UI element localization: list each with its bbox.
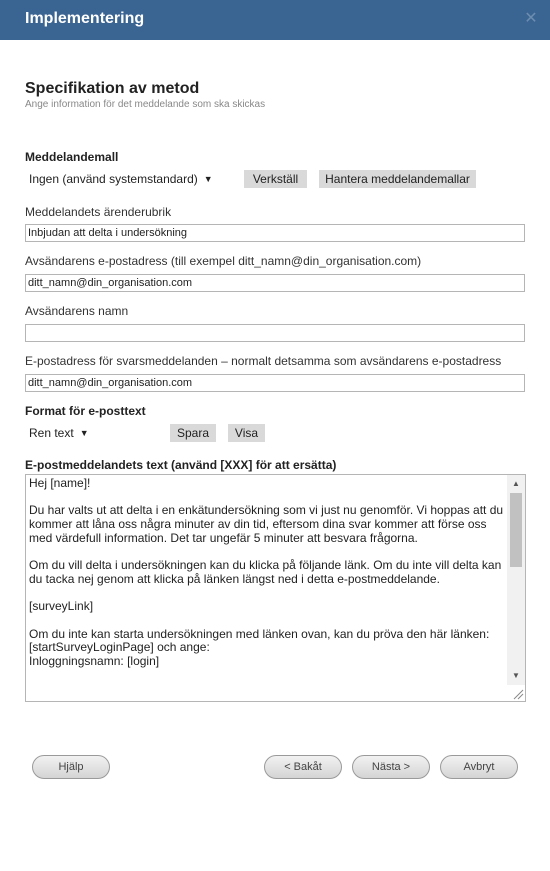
next-button[interactable]: Nästa > [352, 755, 430, 779]
body-line: Om du inte kan starta undersökningen med länken ovan, kan du pröva den här länken: [startSurveyLoginPage] och ange: [29, 626, 490, 655]
body-line: Hej [name]! [29, 476, 91, 490]
chevron-down-icon: ▼ [203, 174, 213, 184]
body-line: Du har valts ut att delta i en enkätundersökning som vi just nu genomför. Vi hoppas att du kommer att låna oss några minuter av din tid, eftersom dina svar kommer att förse oss med värdefull information. Det tar ungefär 5 minuter att besvara frågorna. [29, 503, 504, 545]
body-text [29, 477, 507, 669]
template-label: Meddelandemall [25, 150, 119, 164]
reply-email-label: E-postadress för svarsmeddelanden – normalt detsamma som avsändarens e-postadress [25, 354, 502, 368]
scrollbar-thumb[interactable] [510, 493, 522, 567]
save-format-button[interactable]: Spara [170, 424, 216, 442]
body-line: Inloggningsnamn: [login] [29, 654, 160, 669]
show-format-button[interactable]: Visa [228, 424, 265, 442]
body-line: [surveyLink] [29, 599, 94, 614]
format-select[interactable] [25, 424, 98, 442]
scroll-up-icon[interactable]: ▲ [512, 479, 520, 488]
body-scrollbar[interactable] [507, 475, 525, 685]
resize-handle-icon[interactable] [510, 686, 524, 700]
manage-templates-button[interactable]: Hantera meddelandemallar [319, 170, 476, 188]
sender-name-input[interactable] [25, 324, 525, 342]
format-label: Format för e-posttext [25, 404, 146, 418]
section-title: Specifikation av metod [25, 80, 200, 97]
back-button[interactable]: < Bakåt [264, 755, 342, 779]
sender-email-input[interactable]: ditt_namn@din_organisation.com [25, 274, 525, 292]
format-select-value: Ren text [29, 426, 74, 440]
sender-name-label: Avsändarens namn [25, 304, 129, 318]
help-button[interactable]: Hjälp [32, 755, 110, 779]
template-select-value: Ingen (använd systemstandard) [29, 172, 198, 186]
cancel-button[interactable]: Avbryt [440, 755, 518, 779]
body-textarea[interactable] [25, 474, 526, 702]
window-title: Implementering [25, 10, 145, 27]
body-label: E-postmeddelandets text (använd [XXX] för att ersätta) [25, 458, 337, 472]
apply-template-button[interactable]: Verkställ [244, 170, 307, 188]
subject-input[interactable]: Inbjudan att delta i undersökning [25, 224, 525, 242]
subject-label: Meddelandets ärenderubrik [25, 205, 172, 219]
sender-email-label: Avsändarens e-postadress (till exempel ditt_namn@din_organisation.com) [25, 254, 422, 268]
reply-email-input[interactable]: ditt_namn@din_organisation.com [25, 374, 525, 392]
section-subtitle: Ange information för det meddelande som ska skickas [25, 99, 266, 110]
close-icon[interactable]: ✕ [524, 10, 538, 27]
chevron-down-icon: ▼ [79, 428, 89, 438]
body-line: Om du vill delta i undersökningen kan du klicka på följande länk. Om du inte vill delta kan du tacka nej genom att klicka på länken längst ned i detta e-postmeddelande. [29, 558, 502, 586]
scroll-down-icon[interactable]: ▼ [512, 671, 520, 680]
template-select[interactable] [25, 170, 233, 188]
title-bar [0, 0, 550, 40]
